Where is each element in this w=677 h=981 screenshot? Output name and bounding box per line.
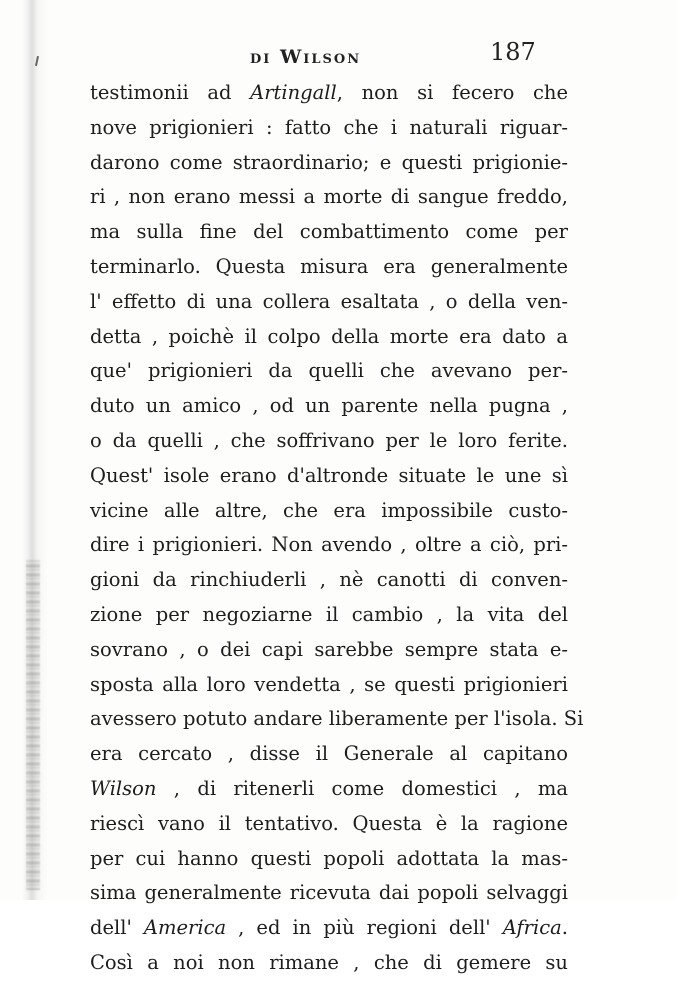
text-line: gioni da rinchiuderli , nè canotti di conven- [90,568,568,592]
binding-shadow [0,0,48,900]
text-line: riescì vano il tentativo. Questa è la ragione [90,811,568,835]
text-line: zione per negoziarne il cambio , la vita del [90,602,568,626]
page-number: 187 [490,38,536,66]
text-line: sovrano , o dei capi sarebbe sempre stata e- [90,637,568,661]
text-line: detta , poichè il colpo della morte era dato a [90,324,568,348]
text-line: sposta alla loro vendetta , se questi prigionieri [90,672,568,696]
binding-streak [26,560,40,890]
text-line: per cui hanno questi popoli adottata la mas- [90,846,568,870]
text-line: testimonii ad Artingall, non si fecero che [90,81,568,104]
text-line: terminarlo. Questa misura era generalmente [90,254,568,278]
text-line: ma sulla fine del combattimento come per [90,220,568,244]
body-text [90,76,584,981]
text-line: darono come straordinario; e questi prigionie- [90,150,568,174]
text-line: nove prigionieri : fatto che i naturali riguar- [90,115,568,139]
text-line: sima generalmente ricevuta dai popoli selvaggi [90,881,568,905]
text-line: avessero potuto andare liberamente per l'isola. Si [90,707,584,731]
text-line: dell' America , ed in più regioni dell' Africa. [90,916,568,940]
text-line: dire i prigionieri. Non avendo , oltre a ciò, pri- [90,533,568,557]
text-line: l' effetto di una collera esaltata , o della ven- [90,289,568,313]
text-line: Wilson , di ritenerli come domestici , ma [90,776,568,800]
text-line: vicine alle altre, che era impossibile custo- [90,498,568,522]
running-head: di Wilson [250,46,362,68]
text-line: o da quelli , che soffrivano per le loro ferite. [90,428,568,452]
text-line: era cercato , disse il Generale al capitano [90,742,568,766]
text-line: que' prigionieri da quelli che avevano per- [90,359,568,383]
text-line: Quest' isole erano d'altronde situate le une sì [90,463,568,487]
text-line: duto un amico , od un parente nella pugna , [90,394,568,418]
text-line: ri , non erano messi a morte di sangue freddo, [90,185,568,209]
text-line: Così a noi non rimane , che di gemere su [90,950,568,974]
